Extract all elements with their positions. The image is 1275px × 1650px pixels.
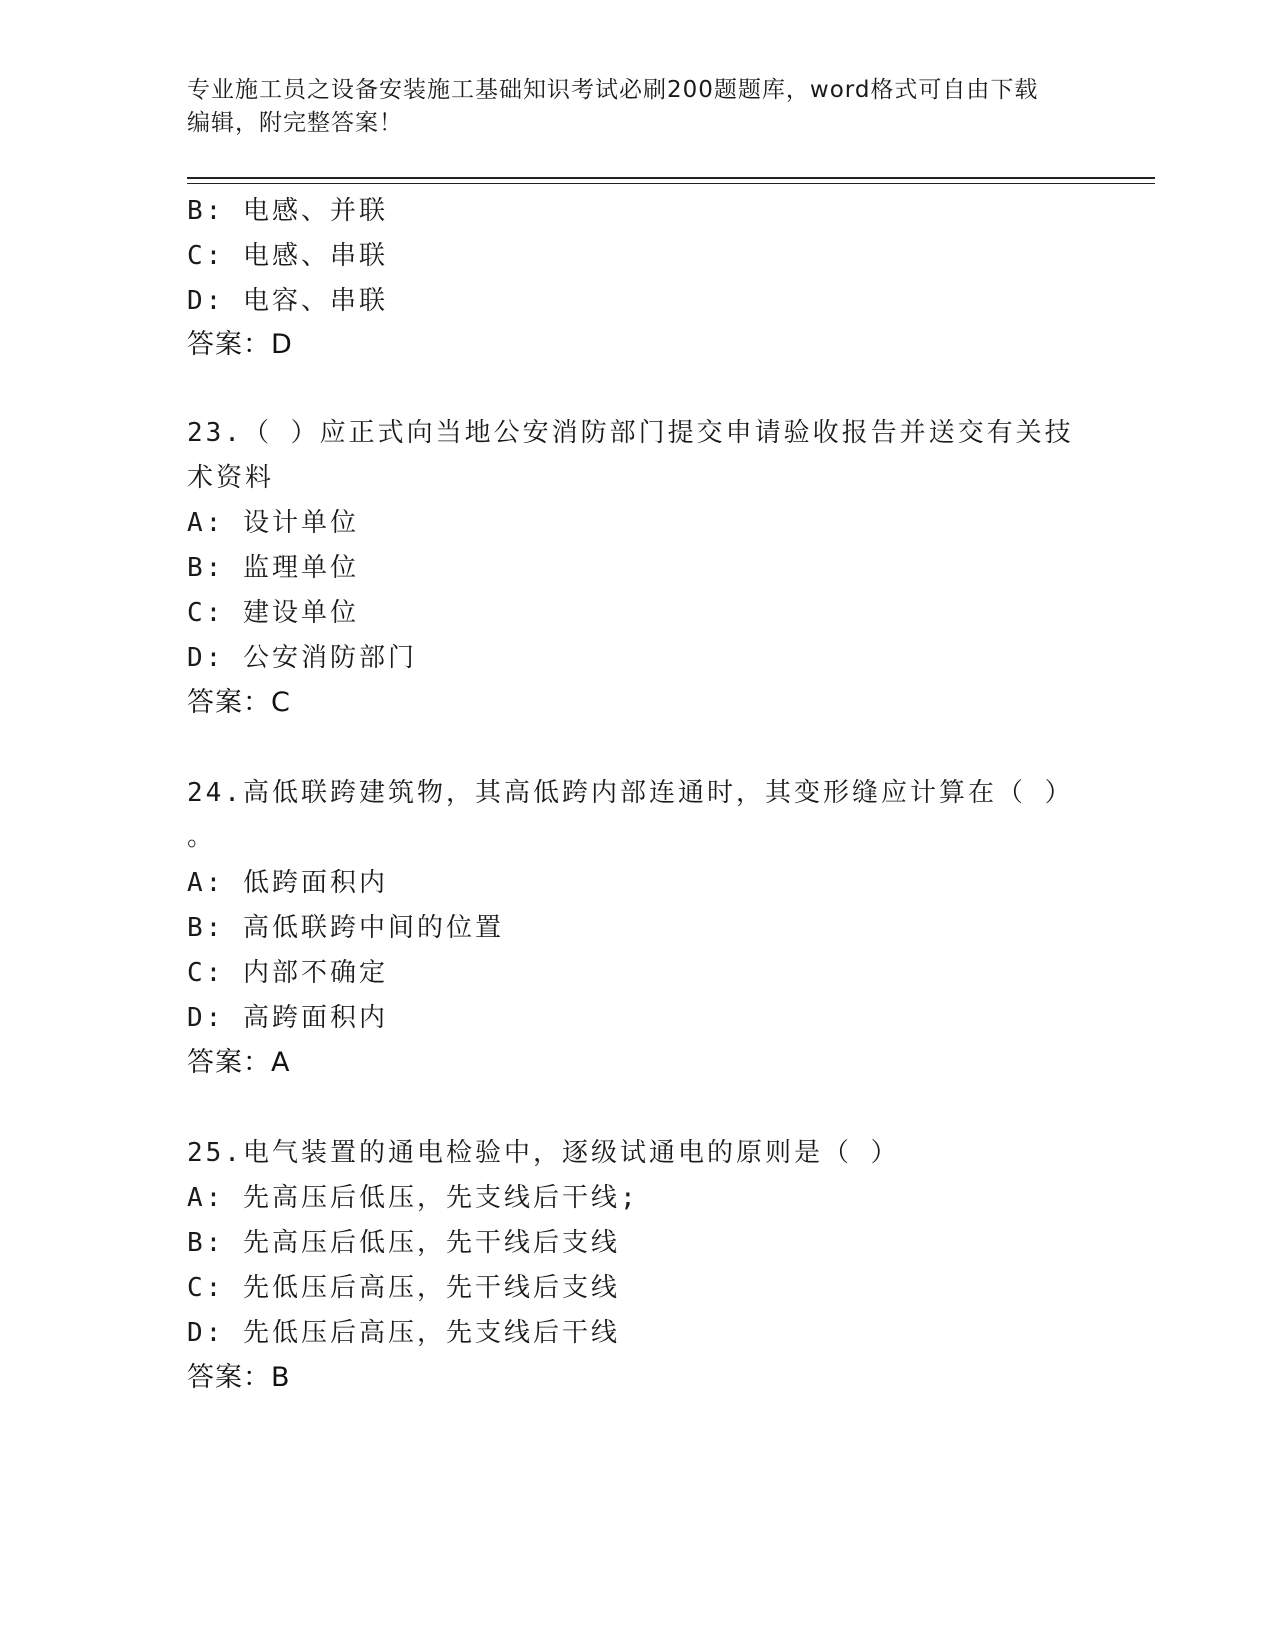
q25-option-c: C: 先低压后高压，先干线后支线 [187,1273,620,1303]
q25-option-d: D: 先低压后高压，先支线后干线 [187,1318,620,1348]
q25-answer: 答案：B [187,1362,291,1393]
q25-stem-line-1: 25.电气装置的通电检验中，逐级试通电的原则是（ ） [187,1138,900,1168]
q24-stem-line-2: 。 [187,822,217,852]
prev-answer: 答案：D [187,329,293,360]
q23-stem-line-2: 术资料 [187,463,275,493]
q24-option-b: B: 高低联跨中间的位置 [187,913,504,943]
prev-option-d: D: 电容、串联 [187,286,388,316]
q23-answer: 答案：C [187,687,291,718]
q23-option-a: A: 设计单位 [187,508,359,538]
q24-option-a: A: 低跨面积内 [187,868,388,898]
q23-option-b: B: 监理单位 [187,553,359,583]
q23-stem-line-1: 23.（ ）应正式向当地公安消防部门提交申请验收报告并送交有关技 [187,418,1074,448]
header-divider-thin [187,183,1155,184]
q23-option-c: C: 建设单位 [187,598,359,628]
document-header [187,74,1067,140]
prev-option-b: B: 电感、并联 [187,196,388,226]
header-divider-thick [187,177,1155,179]
header-line-2: 编辑，附完整答案！ [187,110,403,136]
header-line-1: 专业施工员之设备安装施工基础知识考试必刷200题题库，word格式可自由下载 [187,77,1039,103]
q25-option-b: B: 先高压后低压，先干线后支线 [187,1228,620,1258]
q24-option-c: C: 内部不确定 [187,958,388,988]
q24-answer: 答案：A [187,1047,291,1078]
q25-option-a: A: 先高压后低压，先支线后干线; [187,1183,639,1213]
prev-option-c: C: 电感、串联 [187,241,388,271]
q24-stem-line-1: 24.高低联跨建筑物，其高低跨内部连通时，其变形缝应计算在（ ） [187,778,1074,808]
q24-option-d: D: 高跨面积内 [187,1003,388,1033]
q23-option-d: D: 公安消防部门 [187,643,417,673]
